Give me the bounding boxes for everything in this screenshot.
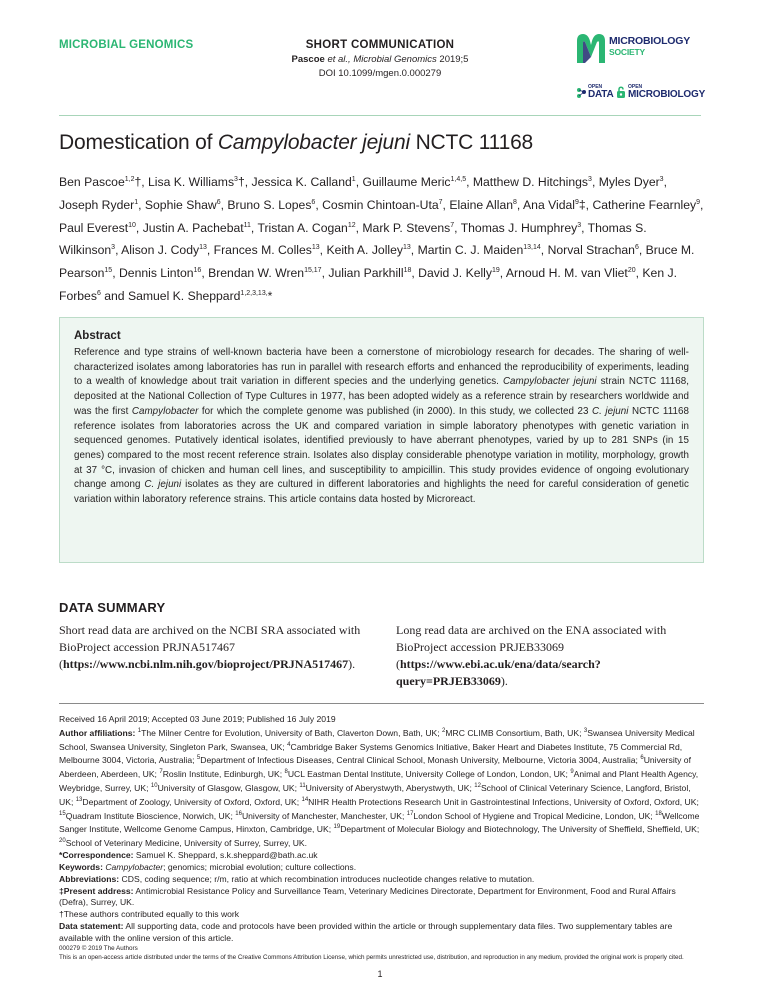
- author[interactable]: Julian Parkhill$^{18}$: [328, 266, 412, 281]
- page-number: 1: [377, 969, 383, 979]
- keywords: Keywords: Campylobacter; genomics; microbial evolution; culture collections.: [59, 861, 357, 872]
- author[interactable]: Samuel K. Sheppard$^{1,2,3,13,}$*: [127, 288, 273, 303]
- received-dates: Received 16 April 2019; Accepted 03 June 2019; Published 16 July 2019: [59, 714, 336, 724]
- author[interactable]: Paul Everest$^{10}$: [59, 220, 136, 235]
- author[interactable]: Keith A. Jolley$^{13}$: [326, 243, 411, 258]
- ena-link[interactable]: https://www.ebi.ac.uk/ena/data/search?query=PRJEB33069: [396, 657, 601, 688]
- doi[interactable]: DOI 10.1099/mgen.0.000279: [318, 68, 442, 79]
- journal-name: MICROBIAL GENOMICS: [59, 39, 194, 51]
- author[interactable]: Bruno S. Lopes$^6$: [227, 197, 316, 212]
- author[interactable]: Guillaume Meric$^{1,4,5}$: [362, 175, 467, 190]
- author[interactable]: Bruce M. Pearson$^{15}$: [59, 243, 695, 281]
- author[interactable]: Frances M. Colles$^{13}$: [213, 243, 320, 258]
- author[interactable]: Norval Strachan$^6$: [547, 243, 639, 258]
- author[interactable]: Joseph Ryder$^1$: [59, 197, 139, 212]
- society-name: MICROBIOLOGY SOCIETY: [609, 35, 691, 57]
- data-summary-heading: DATA SUMMARY: [59, 600, 166, 615]
- ncbi-link[interactable]: https://www.ncbi.nlm.nih.gov/bioproject/PRJNA517467: [63, 657, 349, 671]
- abbreviations: Abbreviations: CDS, coding sequence; r/m, ratio at which recombination introduces nucleotide changes relative to mutation.: [59, 873, 535, 884]
- copyright: 000279 © 2019 The Authors: [59, 945, 138, 953]
- author[interactable]: Martin C. J. Maiden$^{13,14}$: [417, 243, 541, 258]
- author[interactable]: Thomas S. Wilkinson$^3$: [59, 220, 647, 258]
- data-summary-left: Short read data are archived on the NCBI SRA associated with BioProject accession PRJNA517467 (https://www.ncbi.nlm.nih.gov/bioproject/PRJNA517467).: [59, 623, 361, 671]
- article-title: Domestication of Campylobacter jejuni NCTC 11168: [59, 131, 534, 154]
- author[interactable]: Alison J. Cody$^{13}$: [121, 243, 207, 258]
- author[interactable]: Mark P. Stevens$^7$: [362, 220, 455, 235]
- author[interactable]: Myles Dyer$^3$: [598, 175, 664, 190]
- author[interactable]: Elaine Allan$^8$: [449, 197, 517, 212]
- correspondence: *Correspondence: Samuel K. Sheppard, s.k.sheppard@bath.ac.uk: [59, 849, 318, 860]
- author[interactable]: Dennis Linton$^{16}$: [118, 266, 202, 281]
- microbiology-society-logo[interactable]: [575, 29, 710, 69]
- author[interactable]: Jessica K. Calland$^1$: [251, 175, 356, 190]
- data-summary-right: Long read data are archived on the ENA associated with BioProject accession PRJEB33069 (https://www.ebi.ac.uk/ena/data/search?query=PRJEB33069).: [396, 623, 667, 688]
- open-data-icon: [575, 86, 587, 99]
- data-statement: Data statement: All supporting data, code and protocols have been provided within the article or through supplementary data files. Two supplementary tables are available with the online version of this article.: [59, 921, 673, 944]
- author[interactable]: Ana Vidal$^9$‡: [523, 197, 586, 212]
- equal-contribution: †These authors contributed equally to this work: [59, 909, 240, 920]
- author[interactable]: Tristan A. Cogan$^{12}$: [257, 220, 356, 235]
- author[interactable]: Ken J. Forbes$^6$: [59, 266, 677, 303]
- author[interactable]: Ben Pascoe$^{1,2}$†: [59, 175, 142, 190]
- society-logo-icon: [575, 31, 607, 65]
- header-divider: [59, 115, 701, 116]
- author-affiliations: Author affiliations: $^1$The Milner Centre for Evolution, University of Bath, Claverton Down, Bath, UK; $^2$MRC CLIMB Consortium, Bath, UK; $^3$Swansea University Medical School, Swansea University, Singleton Park, Swansea, UK; $^4$Cambridge Baker Systems Genomics Initiative, Baker Heart and Diabetes Institute, 75 Commercial Rd, Melbourne 3004, Victoria, Australia; $^5$Department of Infectious Diseases, Central Clinical School, Monash University, Melbourne, Victoria 3004, Australia; $^6$University of Aberdeen, Aberdeen, UK; $^7$Roslin Institute, Edinburgh, UK; $^8$UCL Eastman Dental Institute, University College of London, London, UK; $^9$Animal and Plant Health Agency, Weybridge, Surrey, UK; $^{10}$University of Glasgow, Glasgow, UK; $^{11}$University of Aberystwyth, Aberystwyth, UK; $^{12}$School of Clinical Veterinary Science, Langford, Bristol, UK; $^{13}$Department of Zoology, University of Oxford, Oxford, UK; $^{14}$NIHR Health Protections Research Unit in Gastrointestinal Infections, University of Oxford, Oxford, UK; $^{15}$Quadram Institute Bioscience, Norwich, UK; $^{16}$University of Manchester, Manchester, UK; $^{17}$London School of Hygiene and Tropical Medicine, London, UK; $^{18}$Wellcome Sanger Institute, Wellcome Genome Campus, Hinxton, Cambridge, UK; $^{19}$Department of Molecular Biology and Biotechnology, The University of Sheffield, Sheffield, UK; $^{20}$School of Veterinary Medicine, University of Surrey, Surrey, UK.: [59, 727, 700, 848]
- open-badges: OPEN DATA OPEN MICROBIOLOGY: [575, 83, 710, 103]
- author[interactable]: Justin A. Pachebat$^{11}$: [142, 220, 251, 235]
- author[interactable]: Sophie Shaw$^6$: [144, 197, 221, 212]
- author[interactable]: Catherine Fearnley$^9$: [592, 197, 701, 212]
- citation: Pascoe et al., Microbial Genomics 2019;5: [291, 54, 469, 65]
- author[interactable]: Matthew D. Hitchings$^3$: [472, 175, 592, 190]
- abstract-box: [59, 317, 704, 563]
- license: This is an open-access article distributed under the terms of the Creative Commons Attribution License, which permits unrestricted use, distribution, and reproduction in any medium, provided the original work is properly cited.: [59, 953, 684, 961]
- author[interactable]: Lisa K. Williams$^3$†: [148, 175, 245, 190]
- footnote-divider: [59, 703, 704, 704]
- abstract-heading: Abstract: [74, 330, 121, 342]
- article-type: SHORT COMMUNICATION: [305, 39, 455, 51]
- author[interactable]: Thomas J. Humphrey$^3$: [460, 220, 582, 235]
- author[interactable]: Brendan W. Wren$^{15,17}$: [208, 266, 322, 281]
- author[interactable]: David J. Kelly$^{19}$: [418, 266, 500, 281]
- abstract-text: Reference and type strains of well-known bacteria have been a cornerstone of microbiology research for decades. The sharing of well-characterized isolates among laboratories has run in parallel with research efforts and enhanced the reproducibility of experiments, leading to a wealth of knowledge about trait variation in different species and the underlying genetics. Campylobacter jejuni strain NCTC 11168, deposited at the National Collection of Type Cultures in 1977, has been adopted widely as a reference strain by researchers worldwide and was the first Campylobacter for which the complete genome was published (in 2000). In this study, we collected 23 C. jejuni NCTC 11168 reference isolates from laboratories across the UK and compared variation in simple laboratory phenotypes with genetic variation in sequenced genomes. Putatively identical isolates, identified previously to have aberrant phenotypes, varied by up to 281 SNPs (in 15 genes) compared to the most recent reference strain. Isolates also display considerable phenotype variation in motility, morphology, growth at 37 °C, invasion of chicken and human cell lines, and susceptibility to ampicillin. This study provides evidence of ongoing evolutionary change among C. jejuni isolates as they are cultured in different laboratories and highlights the need for careful consideration of genetic variation within laboratory reference strains. This article contains data hosted by Microreact.: [74, 347, 690, 506]
- article-header: [240, 39, 520, 80]
- open-lock-icon: [615, 86, 627, 99]
- author[interactable]: Cosmin Chintoan-Uta$^7$: [322, 197, 443, 212]
- author[interactable]: Arnoud H. M. van Vliet$^{20}$: [505, 266, 636, 281]
- front-matter: [59, 714, 704, 962]
- author-list: Ben Pascoe$^{1,2}$†, Lisa K. Williams$^3$†, Jessica K. Calland$^1$, Guillaume Meric$^{1,4,5}$, Matthew D. Hitchings$^3$, Myles Dyer$^3$, Joseph Ryder$^1$, Sophie Shaw$^6$, Bruno S. Lopes$^6$, Cosmin Chintoan-Uta$^7$, Elaine Allan$^8$, Ana Vidal$^9$‡, Catherine Fearnley$^9$, Paul Everest$^{10}$, Justin A. Pachebat$^{11}$, Tristan A. Cogan$^{12}$, Mark P. Stevens$^7$, Thomas J. Humphrey$^3$, Thomas S. Wilkinson$^3$, Alison J. Cody$^{13}$, Frances M. Colles$^{13}$, Keith A. Jolley$^{13}$, Martin C. J. Maiden$^{13,14}$, Norval Strachan$^6$, Bruce M. Pearson$^{15}$, Dennis Linton$^{16}$, Brendan W. Wren$^{15,17}$, Julian Parkhill$^{18}$, David J. Kelly$^{19}$, Arnoud H. M. van Vliet$^{20}$, Ken J. Forbes$^6$ and Samuel K. Sheppard$^{1,2,3,13,}$*: [59, 175, 704, 303]
- present-address: ‡Present address: Antimicrobial Resistance Policy and Surveillance Team, Veterinary Medicines Directorate, Department for Environment, Food and Rural Affairs (Defra), Surrey, UK.: [59, 885, 676, 908]
